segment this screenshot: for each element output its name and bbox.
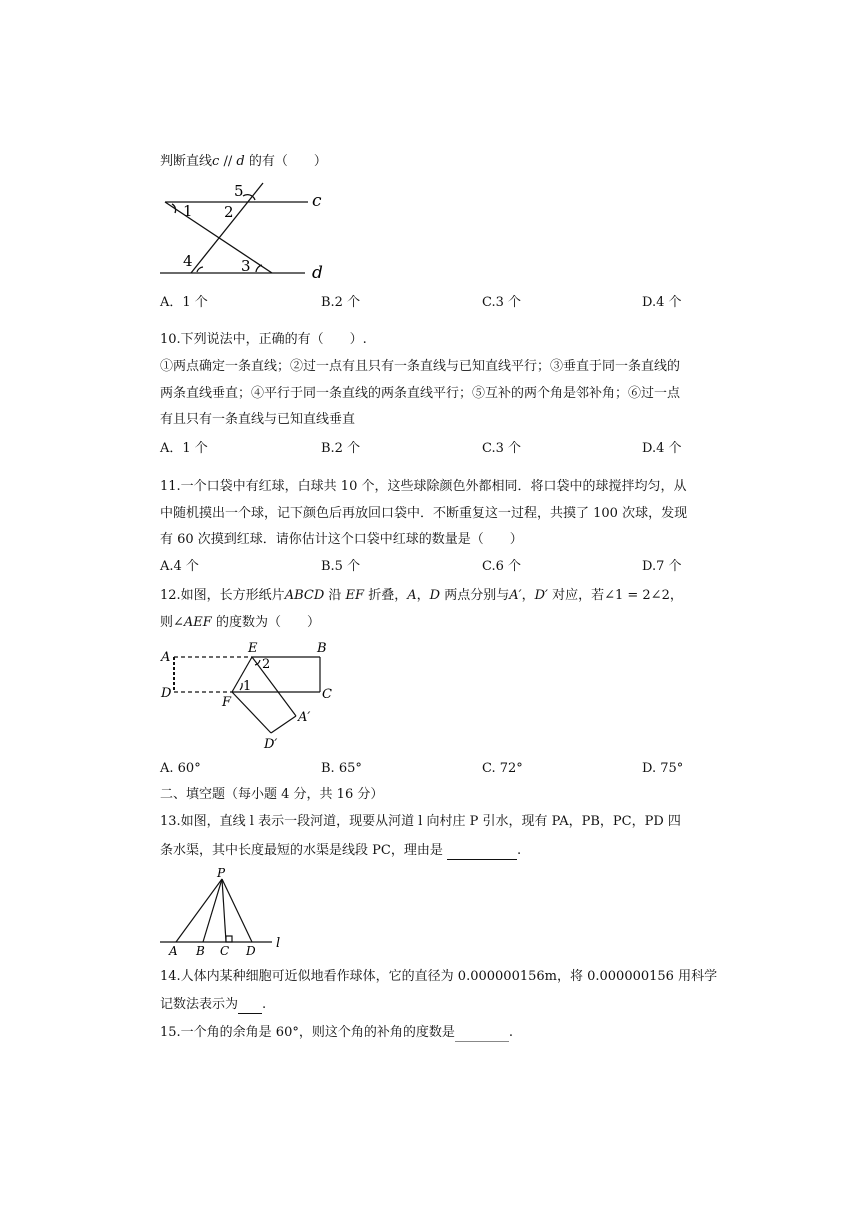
q11-option-b: B.5 个 [321, 559, 361, 574]
q12-text-e: 对应，若∠1 = 2∠2， [552, 588, 683, 603]
q10-line2: 两条直线垂直；④平行于同一条直线的两条直线平行；⑤互补的两个角是邻补角；⑥过一点 [160, 386, 681, 401]
q12-abcd: ABCD [284, 588, 325, 603]
q12-label-D1: D′ [264, 737, 278, 752]
q12-point-a1: A′ [509, 588, 522, 603]
q13-label-P: P [217, 866, 226, 880]
q12-text-g: 的度数为（ ） [215, 615, 320, 630]
q12-label-B: B [317, 641, 327, 656]
q15-text: 15.一个角的余角是 60°，则这个角的补角的度数是 [160, 1025, 455, 1040]
q13-label-C: C [220, 944, 230, 958]
q13-period: . [516, 843, 522, 858]
q12-option-c: C. 72° [482, 761, 523, 776]
q9-line-c: c [212, 154, 220, 169]
q9-option-b: B.2 个 [321, 295, 361, 310]
section2-heading: 二、填空题（每小题 4 分，共 16 分） [160, 787, 384, 802]
q11-line2: 中随机摸出一个球，记下颜色后再放回口袋中．不断重复这一过程，共摸了 100 次球，发现 [160, 506, 688, 521]
q11-option-a: A.4 个 [160, 559, 199, 574]
q10-stem: 10.下列说法中，正确的有（ ）. [160, 332, 367, 347]
q12-comma2: ， [521, 588, 535, 603]
q11-option-d: D.7 个 [642, 559, 682, 574]
q14-line2 [160, 996, 266, 1014]
q15-period: . [508, 1025, 513, 1040]
q10-line3: 有且只有一条直线与已知直线垂直 [160, 412, 356, 427]
q10-line1: ①两点确定一条直线；②过一点有且只有一条直线与已知直线平行；③垂直于同一条直线的 [160, 359, 681, 374]
q9-option-a: A．1 个 [160, 295, 208, 310]
q10-option-b: B.2 个 [321, 441, 361, 456]
q12-angle-2: 2 [262, 657, 271, 672]
q12-text-c: 折叠， [368, 588, 408, 603]
q11-option-c: C.6 个 [482, 559, 522, 574]
q14-period: . [262, 997, 267, 1012]
q15-answer-blank[interactable] [455, 1025, 509, 1042]
q12-text-b: 沿 [328, 588, 342, 603]
q9-stem-end: 的有（ ） [248, 154, 327, 169]
q9-label-d: d [312, 263, 323, 283]
q9-angle-5: 5 [234, 182, 244, 200]
q13-label-l: l [276, 936, 281, 951]
q9-option-c: C.3 个 [482, 295, 522, 310]
q12-text-a: 12.如图，长方形纸片 [160, 588, 285, 603]
q9-parallel-symbol: // [223, 154, 233, 169]
q12-ef: EF [345, 588, 365, 603]
q12-label-E: E [248, 641, 258, 656]
q12-option-b: B. 65° [321, 761, 362, 776]
q12-label-A: A [161, 650, 171, 665]
q11-line3: 有 60 次摸到红球．请你估计这个口袋中红球的数量是（ ） [160, 532, 523, 547]
q9-line-d: d [236, 154, 245, 169]
q12-aef: AEF [183, 615, 212, 630]
q12-label-C: C [322, 687, 332, 702]
q14-answer-blank[interactable] [238, 997, 262, 1014]
q13-label-A: A [169, 944, 178, 958]
q12-label-A1: A′ [298, 710, 311, 725]
q9-angle-1: 1 [183, 202, 193, 220]
q12-comma: ， [416, 588, 430, 603]
q12-point-d: D [429, 588, 441, 603]
q15-line [160, 1024, 513, 1042]
q12-angle-1: 1 [243, 679, 252, 694]
q9-angle-4: 4 [183, 252, 193, 270]
q10-option-d: D.4 个 [642, 441, 682, 456]
q12-text-d: 两点分别与 [444, 588, 510, 603]
q12-label-F: F [222, 695, 232, 710]
q10-option-a: A．1 个 [160, 441, 208, 456]
q10-option-c: C.3 个 [482, 441, 522, 456]
q14-line2-text: 记数法表示为 [160, 997, 239, 1012]
q13-label-B: B [196, 944, 205, 958]
q12-option-d: D. 75° [642, 761, 684, 776]
q14-line1: 14.人体内某种细胞可近似地看作球体，它的直径为 0.000000156m，将 0.000000156 用科学 [160, 969, 718, 984]
q12-point-d1: D′ [534, 588, 548, 603]
q13-label-D: D [246, 944, 256, 958]
q9-label-c: c [312, 191, 322, 211]
q12-label-D: D [161, 686, 172, 701]
q9-angle-2: 2 [224, 203, 234, 221]
q9-stem-text: 判断直线 [160, 154, 213, 169]
q9-option-d: D.4 个 [642, 295, 682, 310]
q12-point-a: A [407, 588, 417, 603]
q9-angle-3: 3 [241, 257, 251, 275]
q12-option-a: A. 60° [160, 761, 201, 776]
q13-line1: 13.如图，直线 l 表示一段河道，现要从河道 l 向村庄 P 引水，现有 PA，PB，PC，PD 四 [160, 814, 681, 829]
q11-line1: 11.一个口袋中有红球，白球共 10 个，这些球除颜色外都相同．将口袋中的球搅拌均匀，从 [160, 479, 687, 494]
q12-text-f: 则∠ [160, 615, 184, 630]
q13-line2-text: 条水渠，其中长度最短的水渠是线段 PC，理由是 [160, 843, 443, 858]
